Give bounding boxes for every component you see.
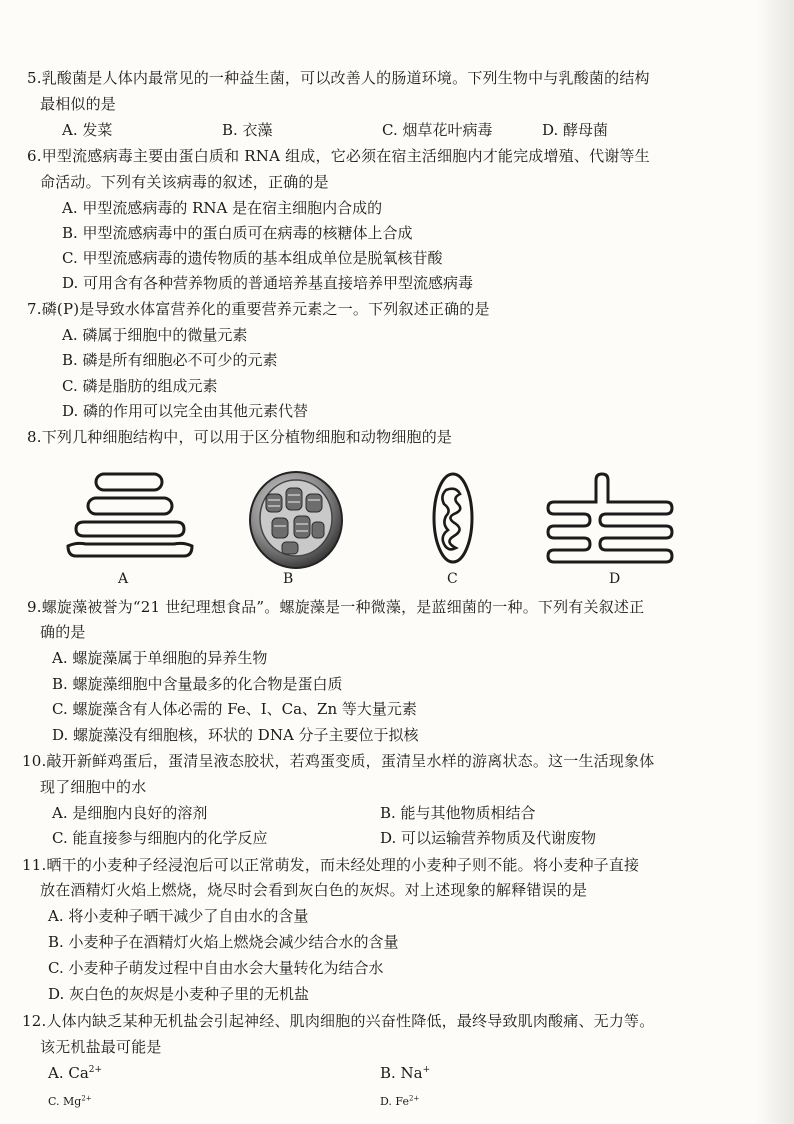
q9-option-b: B. 螺旋藻细胞中含量最多的化合物是蛋白质 <box>52 675 343 693</box>
q5-option-b: B. 衣藻 <box>222 121 273 139</box>
q6-option-c: C. 甲型流感病毒的遗传物质的基本组成单位是脱氧核苷酸 <box>62 249 443 267</box>
q12-option-c <box>48 1092 92 1112</box>
q10-option-c: C. 能直接参与细胞内的化学反应 <box>52 829 268 847</box>
q7-option-a: A. 磷属于细胞中的微量元素 <box>62 326 248 344</box>
golgi-apparatus-figure <box>62 470 198 566</box>
q9-option-a: A. 螺旋藻属于单细胞的异养生物 <box>52 649 268 667</box>
q7-option-b: B. 磷是所有细胞必不可少的元素 <box>62 351 278 369</box>
q9-option-d: D. 螺旋藻没有细胞核，环状的 DNA 分子主要位于拟核 <box>52 726 419 744</box>
q9-option-c: C. 螺旋藻含有人体必需的 Fe、I、Ca、Zn 等大量元素 <box>52 700 417 718</box>
q5-option-c: C. 烟草花叶病毒 <box>382 121 493 139</box>
q10-stem-line1: 10.敲开新鲜鸡蛋后，蛋清呈液态胶状，若鸡蛋变质，蛋清呈水样的游离状态。这一生活现象体 <box>22 752 655 770</box>
q8-figure-label-d: D <box>609 571 621 587</box>
q11-option-c: C. 小麦种子萌发过程中自由水会大量转化为结合水 <box>48 959 384 977</box>
q8-figure-label-c: C <box>447 571 458 587</box>
q10-stem-line2: 现了细胞中的水 <box>40 778 147 796</box>
q12-stem-line1: 12.人体内缺乏某种无机盐会引起神经、肌肉细胞的兴奋性降低，最终导致肌肉酸痛、无力等。 <box>22 1012 655 1030</box>
q11-option-b: B. 小麦种子在酒精灯火焰上燃烧会减少结合水的含量 <box>48 933 399 951</box>
q12-option-a <box>48 1063 102 1083</box>
q9-stem-line2: 确的是 <box>40 623 86 641</box>
q7-option-d: D. 磷的作用可以完全由其他元素代替 <box>62 402 309 420</box>
q9-stem-line1: 9.螺旋藻被誉为“21 世纪理想食品”。螺旋藻是一种微藻，是蓝细菌的一种。下列有关叙述正 <box>27 598 645 616</box>
q12-option-c-charge: 2+ <box>81 1094 92 1103</box>
q6-option-a: A. 甲型流感病毒的 RNA 是在宿主细胞内合成的 <box>62 199 383 217</box>
q12-option-b-text: B. Na <box>380 1064 423 1082</box>
q6-stem-line2: 命活动。下列有关该病毒的叙述，正确的是 <box>40 173 329 191</box>
q12-option-b-charge: + <box>422 1065 431 1075</box>
q12-option-d-charge: 2+ <box>408 1094 420 1103</box>
q8-figure-label-a: A <box>118 571 129 587</box>
q6-option-b: B. 甲型流感病毒中的蛋白质可在病毒的核糖体上合成 <box>62 224 413 242</box>
q6-stem-line1: 6.甲型流感病毒主要由蛋白质和 RNA 组成，它必须在宿主活细胞内才能完成增殖、代谢等生 <box>27 147 650 165</box>
q11-option-a: A. 将小麦种子晒干减少了自由水的含量 <box>48 907 309 925</box>
q12-option-b <box>380 1063 430 1083</box>
q10-option-b: B. 能与其他物质相结合 <box>380 804 536 822</box>
q5-option-d: D. 酵母菌 <box>542 121 609 139</box>
q11-stem-line2: 放在酒精灯火焰上燃烧，烧尽时会看到灰白色的灰烬。对上述现象的解释错误的是 <box>40 881 588 899</box>
q12-option-a-charge: 2+ <box>88 1065 103 1075</box>
q10-option-a: A. 是细胞内良好的溶剂 <box>52 804 208 822</box>
q11-stem-line1: 11.晒干的小麦种子经浸泡后可以正常萌发，而未经处理的小麦种子则不能。将小麦种子直接 <box>22 856 640 874</box>
q10-option-d: D. 可以运输营养物质及代谢废物 <box>380 829 597 847</box>
endoplasmic-reticulum-figure <box>544 470 680 566</box>
q5-stem-line2: 最相似的是 <box>40 95 117 113</box>
q12-option-d-text: D. Fe <box>380 1095 409 1108</box>
chloroplast-figure <box>246 464 346 572</box>
q7-option-c: C. 磷是脂肪的组成元素 <box>62 377 218 395</box>
q11-option-d: D. 灰白色的灰烬是小麦种子里的无机盐 <box>48 985 310 1003</box>
q8-stem: 8.下列几种细胞结构中，可以用于区分植物细胞和动物细胞的是 <box>27 428 453 446</box>
q12-option-c-text: C. Mg <box>48 1095 82 1108</box>
q8-figure-label-b: B <box>283 571 294 587</box>
q12-stem-line2: 该无机盐最可能是 <box>40 1038 162 1056</box>
q12-option-d <box>380 1092 419 1112</box>
q5-option-a: A. 发菜 <box>62 121 113 139</box>
q5-stem-line1: 5.乳酸菌是人体内最常见的一种益生菌，可以改善人的肠道环境。下列生物中与乳酸菌的结构 <box>27 69 650 87</box>
page-edge-shadow <box>756 0 794 1124</box>
mitochondrion-figure <box>430 468 476 568</box>
q7-stem: 7.磷(P)是导致水体富营养化的重要营养元素之一。下列叙述正确的是 <box>27 300 490 318</box>
q12-option-a-text: A. Ca <box>48 1064 89 1082</box>
q6-option-d: D. 可用含有各种营养物质的普通培养基直接培养甲型流感病毒 <box>62 274 474 292</box>
